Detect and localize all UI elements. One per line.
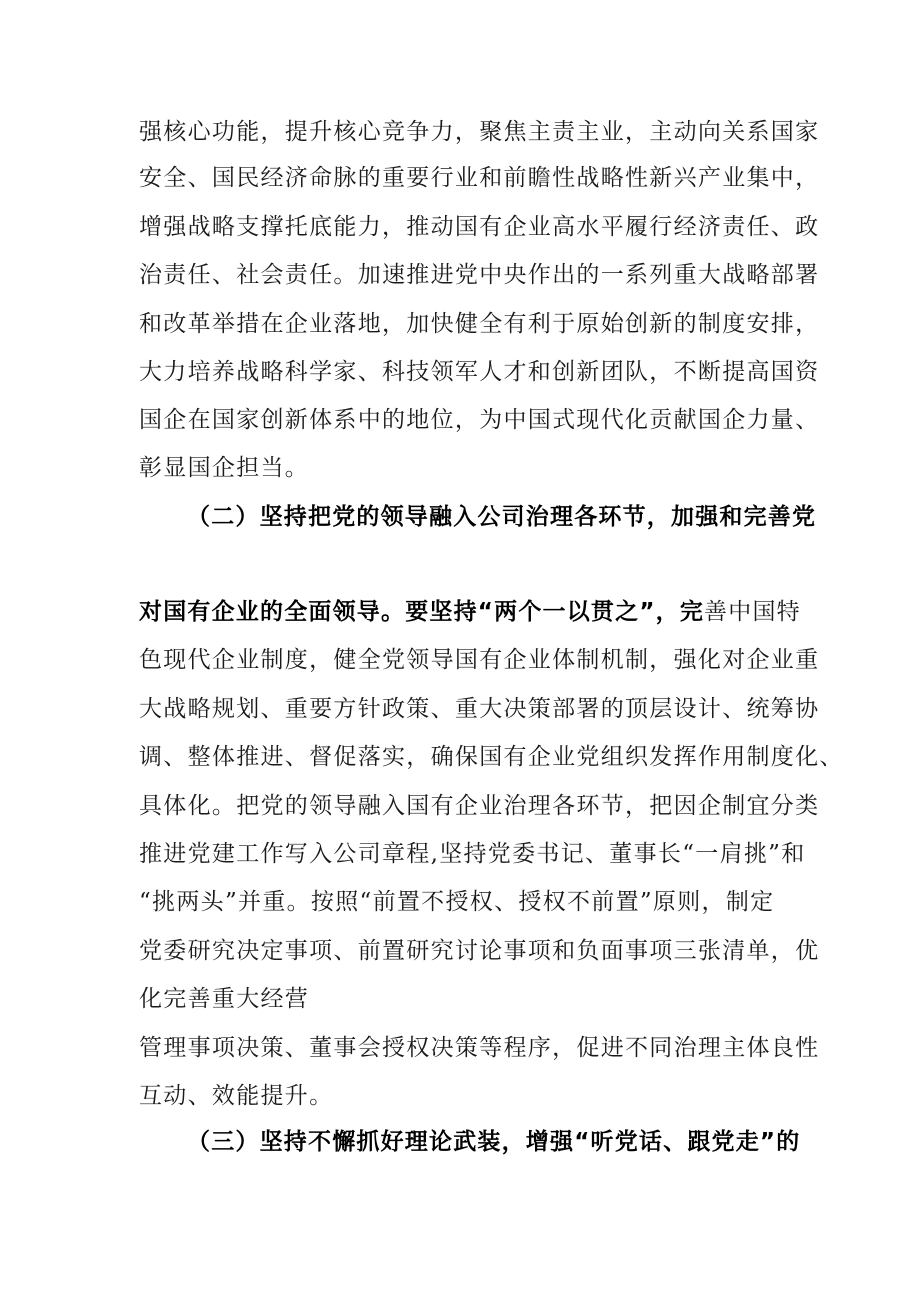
body-text-line: 和改革举措在企业落地，加快健全有利于原始创新的制度安排， — [139, 311, 820, 337]
body-text-line: 彰显国企担当。 — [139, 455, 310, 481]
body-text-line: 推进党建工作写入公司章程,坚持党委书记、董事长“一肩挑”和 — [139, 841, 806, 867]
body-text-line: 增强战略支撑托底能力，推动国有企业高水平履行经济责任、政 — [139, 214, 820, 240]
body-text-line: 具体化。把党的领导融入国有企业治理各环节，把因企制宜分类 — [139, 793, 820, 819]
body-text-line: 国企在国家创新体系中的地位，为中国式现代化贡献国企力量、 — [139, 407, 820, 433]
body-text-line: 互动、效能提升。 — [139, 1083, 334, 1109]
section-heading-3: （三）坚持不懈抓好理论武装，增强“听党话、跟党走”的 — [187, 1129, 801, 1155]
body-text-line: 调、整体推进、督促落实，确保国有企业党组织发挥作用制度化、 — [139, 744, 844, 770]
body-text-line: 色现代企业制度，健全党领导国有企业体制机制，强化对企业重 — [139, 647, 820, 673]
body-text-line: 大战略规划、重要方针政策、重大决策部署的顶层设计、统筹协 — [139, 696, 820, 722]
body-text-line: 安全、国民经济命脉的重要行业和前瞻性战略性新兴产业集中， — [139, 165, 820, 191]
body-text-line: 党委研究决定事项、前置研究讨论事项和负面事项三张清单，优 — [139, 938, 820, 964]
body-text-line: “挑两头”并重。按照“前置不授权、授权不前置”原则，制定 — [139, 889, 775, 915]
body-text-line: 化完善重大经营 — [139, 986, 310, 1012]
heading-bold-run: 对国有企业的全面领导。要坚持“两个一以贯之”，完 — [139, 599, 705, 625]
body-text-line: 管理事项决策、董事会授权决策等程序，促进不同治理主体良性 — [139, 1035, 820, 1061]
body-text-run: 善中国特 — [704, 599, 801, 625]
body-text-line: 大力培养战略科学家、科技领军人才和创新团队，不断提高国资 — [139, 359, 820, 385]
section-heading-2: （二）坚持把党的领导融入公司治理各环节，加强和完善党 — [187, 504, 817, 530]
body-text-line: 治责任、社会责任。加速推进党中央作出的一系列重大战略部署 — [139, 262, 820, 288]
section-heading-2-continued — [139, 597, 801, 627]
body-text-line: 强核心功能，提升核心竞争力，聚焦主责主业，主动向关系国家 — [139, 119, 820, 145]
